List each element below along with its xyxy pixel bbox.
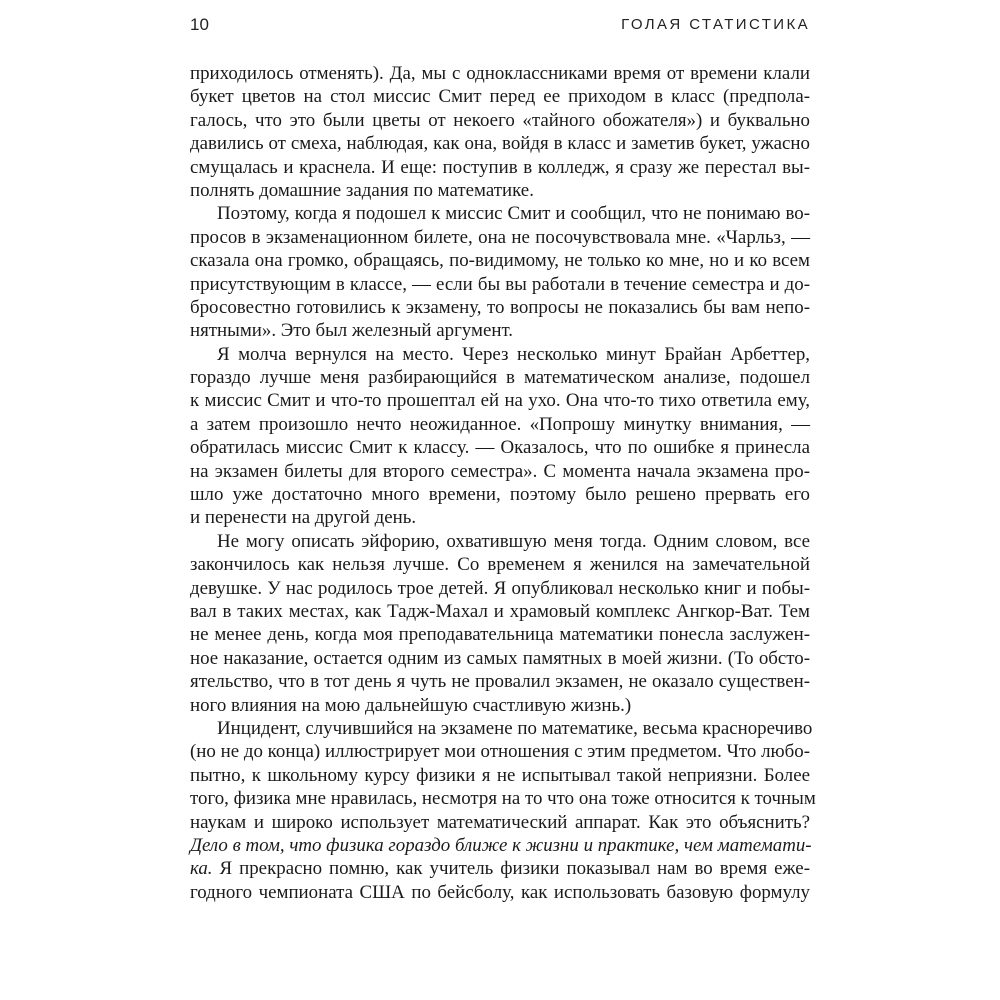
- text-line: Не могу описать эйфорию, охватившую меня тогда. Одним словом, все: [217, 530, 810, 552]
- running-head: [190, 14, 810, 38]
- text-line: Инцидент, случившийся на экзамене по математике, весьма красноречиво: [217, 717, 813, 739]
- text-line: просов в экзаменационном билете, она не посочувствовала мне. «Чарльз, —: [190, 226, 810, 248]
- text-line: сказала она громко, обращаясь, по-видимому, не только ко мне, но и ко всем: [190, 250, 810, 272]
- text-line: а затем произошло нечто неожиданное. «Попрошу минутку внимания, —: [190, 413, 810, 435]
- page-number: 10: [190, 15, 209, 34]
- text-line: присутствующим в классе, — если бы вы работали в течение семестра и до-: [190, 273, 810, 295]
- text-line: ятельство, что в тот день я чуть не провалил экзамен, не оказало существен-: [190, 671, 810, 693]
- text-line: ного влияния на мою дальнейшую счастливую жизнь.): [190, 694, 632, 716]
- text-line: смущалась и краснела. И еще: поступив в колледж, я сразу же перестал вы-: [190, 156, 810, 178]
- italic-text-line: Дело в том, что физика гораздо ближе к жизни и практике, чем математи-: [190, 834, 812, 856]
- italic-fragment: ка.: [190, 858, 213, 880]
- text-line: приходилось отменять). Да, мы с одноклассниками время от времени клали: [190, 63, 810, 84]
- text-line: того, физика мне нравилась, несмотря на то что она тоже относится к точным: [190, 788, 816, 810]
- text-line: на экзамен билеты для второго семестра». С момента начала экзамена про-: [190, 460, 810, 482]
- text-line: шло уже достаточно много времени, поэтому было решено прервать его: [190, 484, 810, 506]
- text-line: (но не до конца) иллюстрирует мои отношения с этим предметом. Что любо-: [190, 741, 810, 763]
- text-line: Поэтому, когда я подошел к миссис Смит и сообщил, что не понимаю во-: [217, 203, 810, 225]
- text-line: и перенести на другой день.: [190, 507, 417, 529]
- text-line: букет цветов на стол миссис Смит перед ее приходом в класс (предпола-: [190, 86, 810, 108]
- text-line: ное наказание, остается одним из самых памятных в моей жизни. (То обсто-: [190, 647, 810, 669]
- text-line: нятными». Это был железный аргумент.: [190, 320, 514, 342]
- body-text: [190, 62, 816, 904]
- text-line: закончилось как нельзя лучше. Со временем я женился на замечательной: [190, 554, 810, 576]
- text-line: галось, что это были цветы от некоего «тайного обожателя») и буквально: [190, 109, 810, 131]
- text-line: к миссис Смит и что-то прошептал ей на ухо. Она что-то тихо ответила ему,: [190, 390, 810, 412]
- text-line: обратилась миссис Смит к классу. — Оказалось, что по ошибке я принесла: [190, 437, 810, 459]
- text-line: не менее день, когда моя преподавательница математики понесла заслужен-: [190, 624, 810, 646]
- text-line: давились от смеха, наблюдая, как она, войдя в класс и заметив букет, ужасно: [190, 133, 810, 155]
- text-line: Я молча вернулся на место. Через несколько минут Брайан Арбеттер,: [217, 343, 810, 365]
- text-line: вал в таких местах, как Тадж-Махал и храмовый комплекс Ангкор-Ват. Тем: [190, 600, 810, 622]
- book-title: ГОЛАЯ СТАТИСТИКА: [621, 16, 810, 33]
- text-fragment: Я прекрасно помню, как учитель физики показывал нам во время еже-: [212, 858, 810, 880]
- mixed-text-line: [190, 857, 810, 880]
- text-line: полнять домашние задания по математике.: [190, 179, 534, 201]
- text-line: девушке. У нас родилось трое детей. Я опубликовал несколько книг и побы-: [190, 577, 810, 599]
- text-line: наукам и широко использует математический аппарат. Как это объяснить?: [190, 811, 810, 833]
- text-line: годного чемпионата США по бейсболу, как использовать базовую формулу: [190, 881, 810, 903]
- text-line: гораздо лучше меня разбирающийся в математическом анализе, подошел: [190, 367, 810, 389]
- text-line: бросовестно готовились к экзамену, то вопросы не показались бы вам непо-: [190, 296, 810, 318]
- text-line: пытно, к школьному курсу физики я не испытывал такой неприязни. Более: [190, 764, 810, 786]
